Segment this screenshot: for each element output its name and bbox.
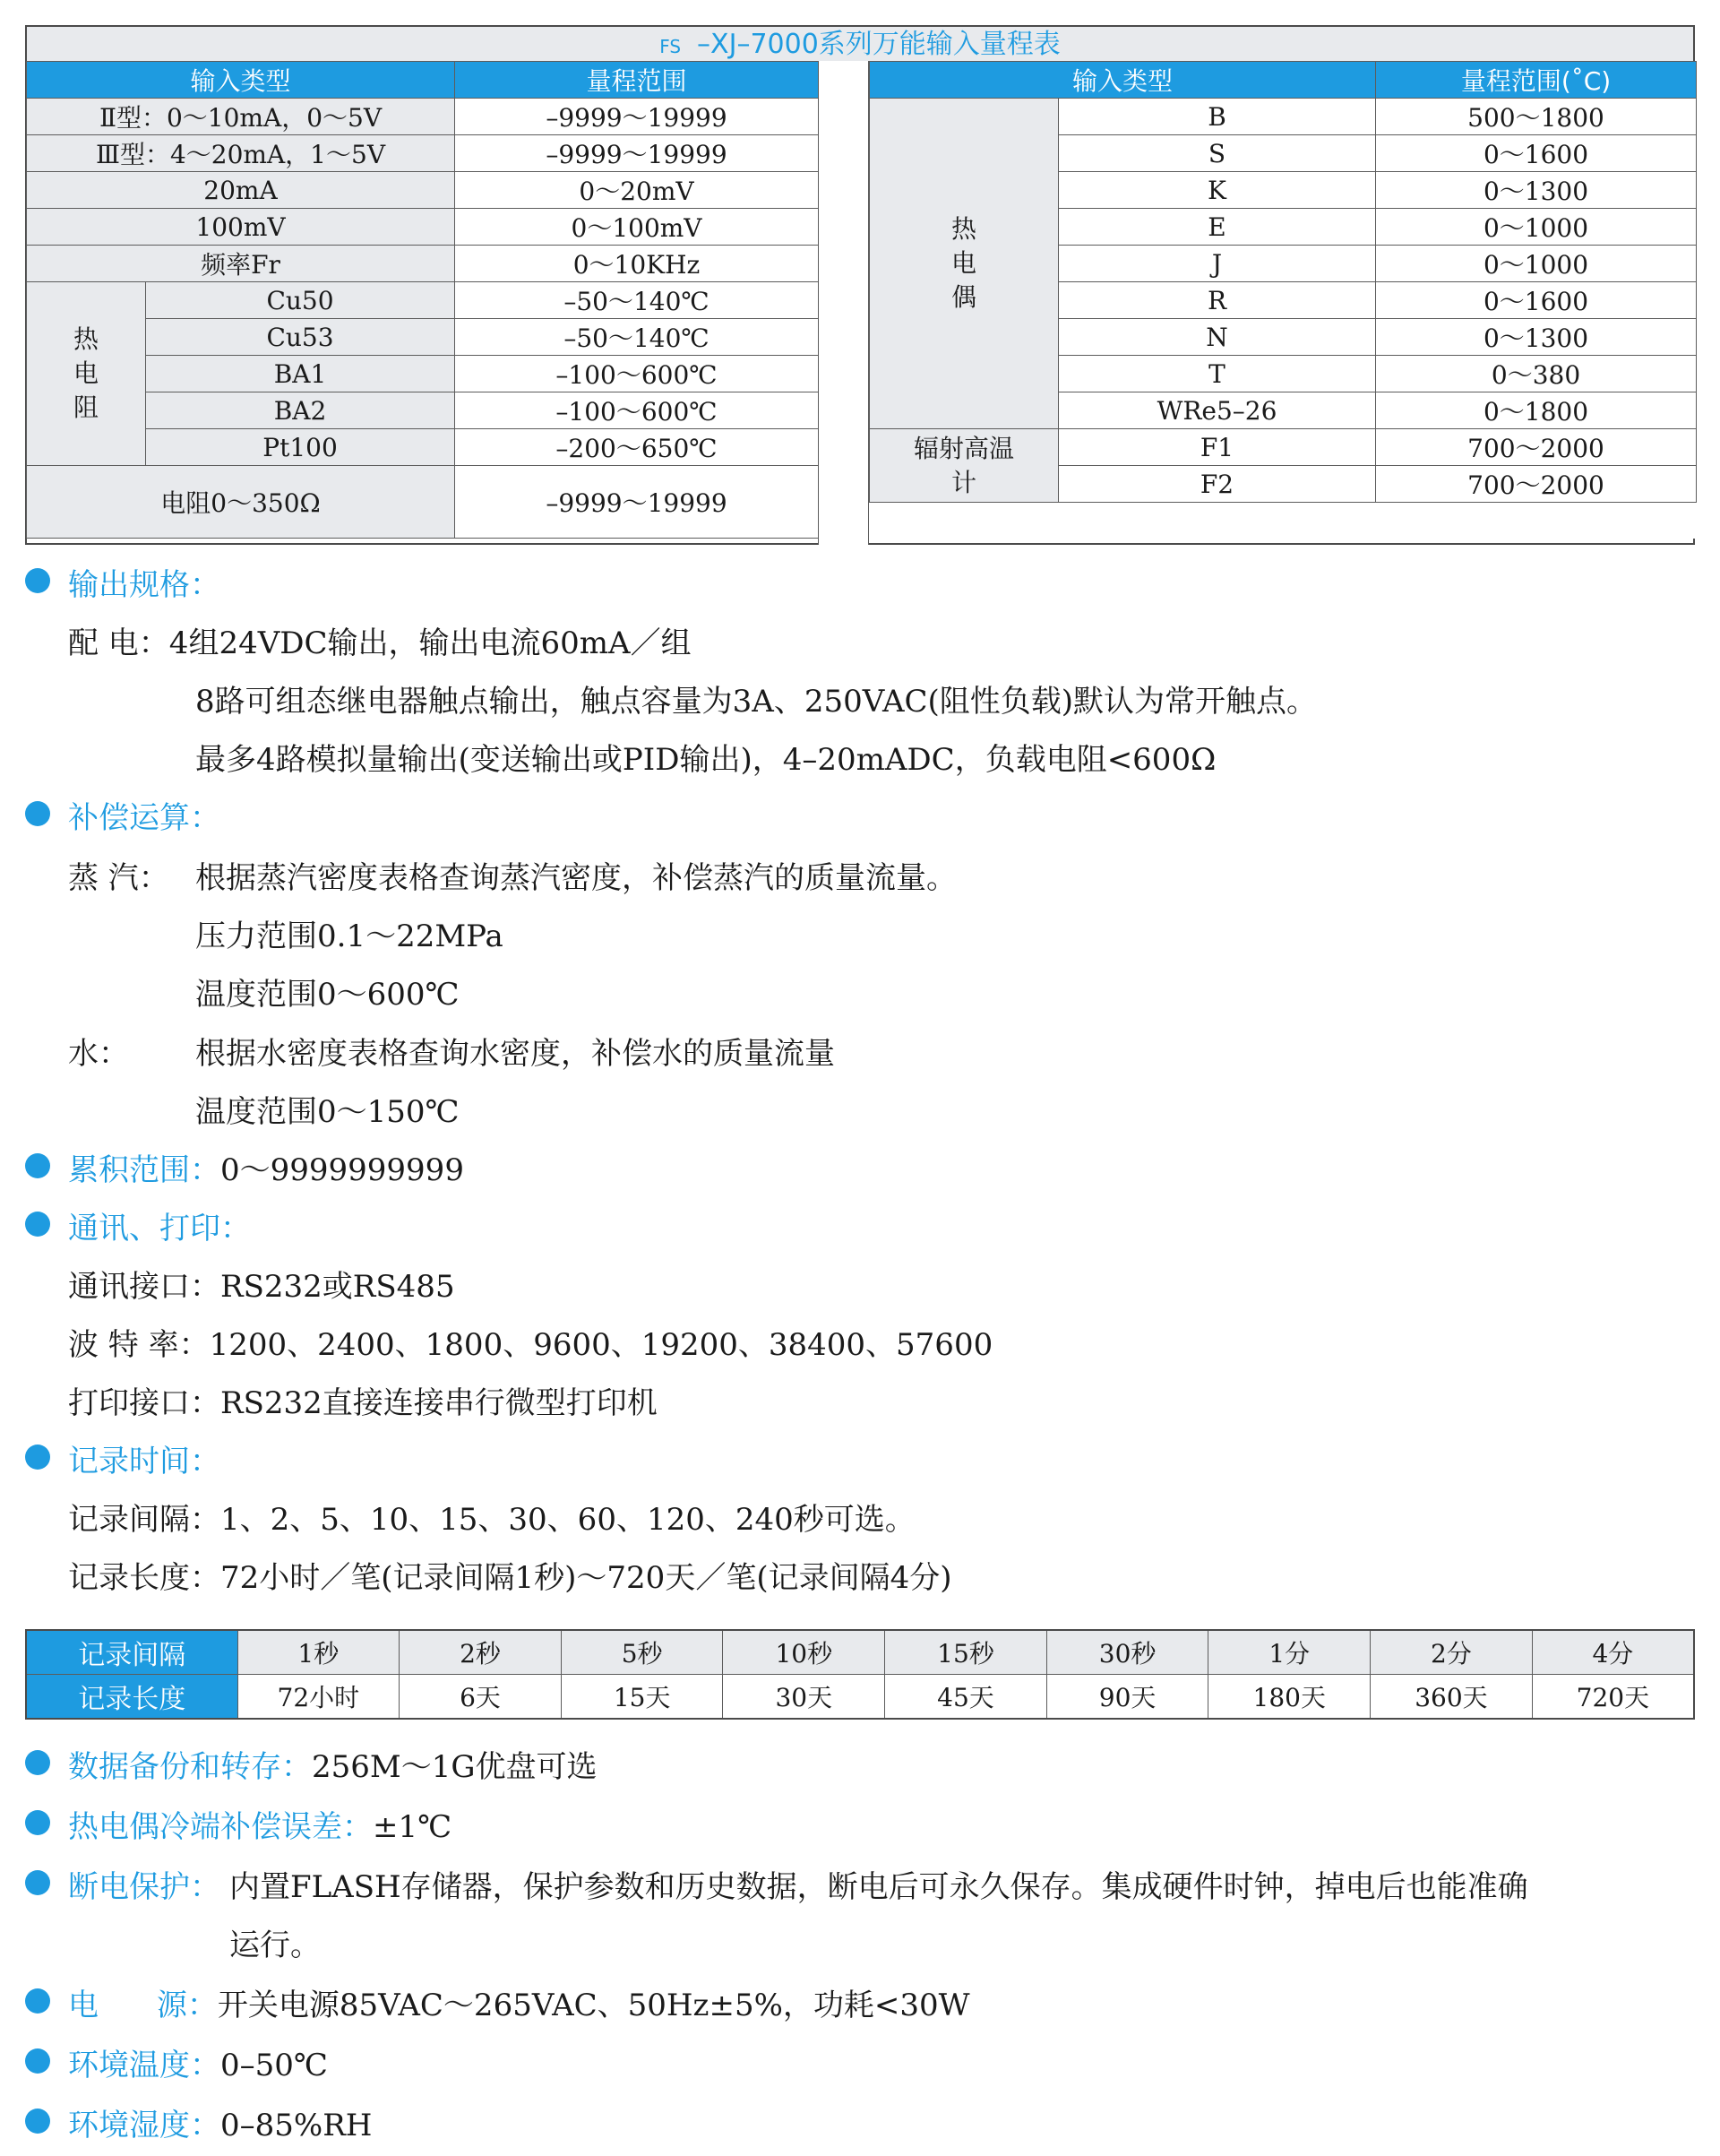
- left-range-grid: [26, 61, 819, 539]
- bullet-icon: [25, 801, 50, 826]
- length-cell: 45天: [885, 1675, 1047, 1720]
- backup-heading: 数据备份和转存：256M～1G优盘可选: [68, 1749, 598, 1785]
- input-type-cell: K: [1059, 172, 1376, 209]
- interval-cell: 2分: [1371, 1630, 1533, 1675]
- header-range: 量程范围: [455, 62, 819, 99]
- range-cell: –50～140℃: [455, 319, 819, 356]
- comm-heading: 通讯、打印：: [68, 1211, 251, 1246]
- table-row: [27, 246, 819, 282]
- table-row: [27, 429, 819, 466]
- output-line-analog: 最多4路模拟量输出(变送输出或PID输出)，4–20mADC，负载电阻<600Ω: [195, 742, 1217, 778]
- bullet-icon: [25, 1153, 50, 1178]
- input-type-cell: 频率Fr: [27, 246, 455, 282]
- ambient-temp-value: 0–50℃: [220, 2048, 328, 2083]
- range-cell: 0～1600: [1376, 282, 1697, 319]
- input-type-cell: F1: [1059, 429, 1376, 466]
- cold-junction-value: ±1℃: [373, 1809, 452, 1845]
- header-input-type: 输入类型: [27, 62, 455, 99]
- interval-cell: 5秒: [561, 1630, 723, 1675]
- bullet-icon: [25, 1750, 50, 1775]
- row-header-interval: 记录间隔: [26, 1630, 237, 1675]
- ambient-humidity-value: 0–85%RH: [220, 2108, 373, 2143]
- output-heading: 输出规格：: [68, 567, 220, 603]
- range-cell: 700～2000: [1376, 429, 1697, 466]
- output-line-relay: 8路可组态继电器触点输出，触点容量为3A、250VAC(阻性负载)默认为常开触点。: [195, 684, 1318, 720]
- table-row: [870, 99, 1697, 135]
- table-row: [27, 392, 819, 429]
- steam-line-3: 温度范围0～600℃: [195, 977, 460, 1013]
- table-row: [27, 99, 819, 135]
- range-cell: 0～1300: [1376, 319, 1697, 356]
- range-cell: 0～1600: [1376, 135, 1697, 172]
- input-type-cell: Ⅲ型：4～20mA，1～5V: [27, 135, 455, 172]
- empty-cell: [870, 503, 1697, 539]
- table-row: [26, 1630, 1694, 1675]
- table-row: [27, 209, 819, 246]
- power-protection-line-1: 内置FLASH存储器，保护参数和历史数据，断电后可永久保存。集成硬件时钟，掉电后也能准确: [229, 1869, 1528, 1905]
- input-type-cell: F2: [1059, 466, 1376, 503]
- table-row: [26, 1675, 1694, 1720]
- input-type-cell: WRe5–26: [1059, 392, 1376, 429]
- range-cell: 0～100mV: [455, 209, 819, 246]
- range-cell: 0～1000: [1376, 209, 1697, 246]
- input-type-cell: Ⅱ型：0～10mA，0～5V: [27, 99, 455, 135]
- record-interval: 记录间隔：1、2、5、10、15、30、60、120、240秒可选。: [68, 1502, 916, 1538]
- print-interface: 打印接口：RS232直接连接串行微型打印机: [68, 1385, 658, 1421]
- accumulation-value: 0～9999999999: [220, 1152, 464, 1188]
- bullet-icon: [25, 1445, 50, 1470]
- length-cell: 180天: [1208, 1675, 1371, 1720]
- table-gap: [818, 61, 869, 545]
- length-cell: 30天: [723, 1675, 885, 1720]
- length-cell: 720天: [1532, 1675, 1694, 1720]
- power-supply-heading: 电 源：开关电源85VAC～265VAC、50Hz±5%，功耗<30W: [68, 1988, 970, 2023]
- header-range-celsius: 量程范围(˚C): [1376, 62, 1697, 99]
- water-line-2: 温度范围0～150℃: [195, 1094, 460, 1130]
- thermocouple-group-label: 热电偶: [870, 99, 1059, 429]
- input-type-cell: T: [1059, 356, 1376, 392]
- input-type-cell: E: [1059, 209, 1376, 246]
- record-heading: 记录时间：: [68, 1444, 220, 1479]
- interval-cell: 1分: [1208, 1630, 1371, 1675]
- range-cell: –200～650℃: [455, 429, 819, 466]
- input-range-table: [25, 25, 1695, 545]
- table-row-empty: [870, 503, 1697, 539]
- range-cell: 0～10KHz: [455, 246, 819, 282]
- comm-interface: 通讯接口：RS232或RS485: [68, 1269, 455, 1305]
- right-range-grid: [869, 61, 1697, 539]
- input-type-cell: S: [1059, 135, 1376, 172]
- input-type-cell: B: [1059, 99, 1376, 135]
- range-cell: –9999～19999: [455, 466, 819, 539]
- power-supply-value: 开关电源85VAC～265VAC、50Hz±5%，功耗<30W: [217, 1988, 970, 2023]
- power-protection-heading: 断电保护：: [68, 1869, 220, 1905]
- title-prefix: FS: [659, 36, 682, 57]
- table-row: [27, 135, 819, 172]
- title-text: –XJ–7000系列万能输入量程表: [697, 29, 1061, 60]
- length-cell: 360天: [1371, 1675, 1533, 1720]
- power-protection-line-2: 运行。: [229, 1927, 321, 1963]
- water-label: 水：: [68, 1036, 129, 1072]
- bullet-icon: [25, 1988, 50, 2014]
- input-type-cell: R: [1059, 282, 1376, 319]
- length-cell: 90天: [1046, 1675, 1208, 1720]
- rtd-group-label: 热电阻: [27, 282, 146, 466]
- bullet-icon: [25, 1870, 50, 1895]
- table-row: [27, 319, 819, 356]
- range-cell: –100～600℃: [455, 392, 819, 429]
- steam-label: 蒸 汽：: [68, 860, 169, 896]
- range-cell: 700～2000: [1376, 466, 1697, 503]
- range-cell: 0～380: [1376, 356, 1697, 392]
- ambient-humidity-heading: 环境湿度：0–85%RH: [68, 2108, 373, 2143]
- input-type-cell: Cu53: [146, 319, 455, 356]
- input-type-cell: Pt100: [146, 429, 455, 466]
- accumulation-heading: 累积范围：0～9999999999: [68, 1152, 464, 1188]
- steam-line-2: 压力范围0.1～22MPa: [195, 918, 503, 954]
- input-type-cell: 100mV: [27, 209, 455, 246]
- interval-cell: 30秒: [1046, 1630, 1208, 1675]
- table-row: [27, 356, 819, 392]
- interval-cell: 2秒: [400, 1630, 562, 1675]
- steam-line-1: 根据蒸汽密度表格查询蒸汽密度，补偿蒸汽的质量流量。: [195, 860, 957, 896]
- row-header-length: 记录长度: [26, 1675, 237, 1720]
- record-time-table: [25, 1629, 1695, 1720]
- range-cell: 0～1800: [1376, 392, 1697, 429]
- interval-cell: 10秒: [723, 1630, 885, 1675]
- length-cell: 15天: [561, 1675, 723, 1720]
- backup-value: 256M～1G优盘可选: [312, 1749, 598, 1785]
- output-line-power: 配 电：4组24VDC输出，输出电流60mA／组: [68, 625, 692, 661]
- range-cell: 0～1300: [1376, 172, 1697, 209]
- range-cell: –9999～19999: [455, 99, 819, 135]
- range-cell: 500～1800: [1376, 99, 1697, 135]
- range-cell: 0～1000: [1376, 246, 1697, 282]
- input-type-cell: BA1: [146, 356, 455, 392]
- table-title: [27, 27, 1693, 63]
- ambient-temp-heading: 环境温度：0–50℃: [68, 2048, 328, 2083]
- radiation-pyrometer-group-label: 辐射高温计: [870, 429, 1059, 503]
- interval-cell: 15秒: [885, 1630, 1047, 1675]
- bullet-icon: [25, 568, 50, 593]
- table-row: [27, 282, 819, 319]
- range-cell: 0～20mV: [455, 172, 819, 209]
- input-type-cell: BA2: [146, 392, 455, 429]
- record-length: 记录长度：72小时／笔(记录间隔1秒)～720天／笔(记录间隔4分): [68, 1560, 952, 1596]
- range-cell: –50～140℃: [455, 282, 819, 319]
- range-cell: –100～600℃: [455, 356, 819, 392]
- header-input-type: 输入类型: [870, 62, 1376, 99]
- length-cell: 72小时: [237, 1675, 400, 1720]
- interval-cell: 4分: [1532, 1630, 1694, 1675]
- interval-cell: 1秒: [237, 1630, 400, 1675]
- input-type-cell: 20mA: [27, 172, 455, 209]
- water-line-1: 根据水密度表格查询水密度，补偿水的质量流量: [195, 1036, 835, 1072]
- input-type-cell: N: [1059, 319, 1376, 356]
- baud-rate: 波 特 率：1200、2400、1800、9600、19200、38400、57600: [68, 1327, 993, 1363]
- table-row: [870, 429, 1697, 466]
- input-type-cell: Cu50: [146, 282, 455, 319]
- range-cell: –9999～19999: [455, 135, 819, 172]
- input-type-cell: 电阻0～350Ω: [27, 466, 455, 539]
- bullet-icon: [25, 1212, 50, 1237]
- cold-junction-heading: 热电偶冷端补偿误差：±1℃: [68, 1809, 452, 1845]
- input-type-cell: J: [1059, 246, 1376, 282]
- table-row: [27, 172, 819, 209]
- bullet-icon: [25, 2109, 50, 2134]
- length-cell: 6天: [400, 1675, 562, 1720]
- bullet-icon: [25, 2048, 50, 2074]
- compensation-heading: 补偿运算：: [68, 800, 220, 836]
- table-row: [27, 466, 819, 539]
- bullet-icon: [25, 1810, 50, 1835]
